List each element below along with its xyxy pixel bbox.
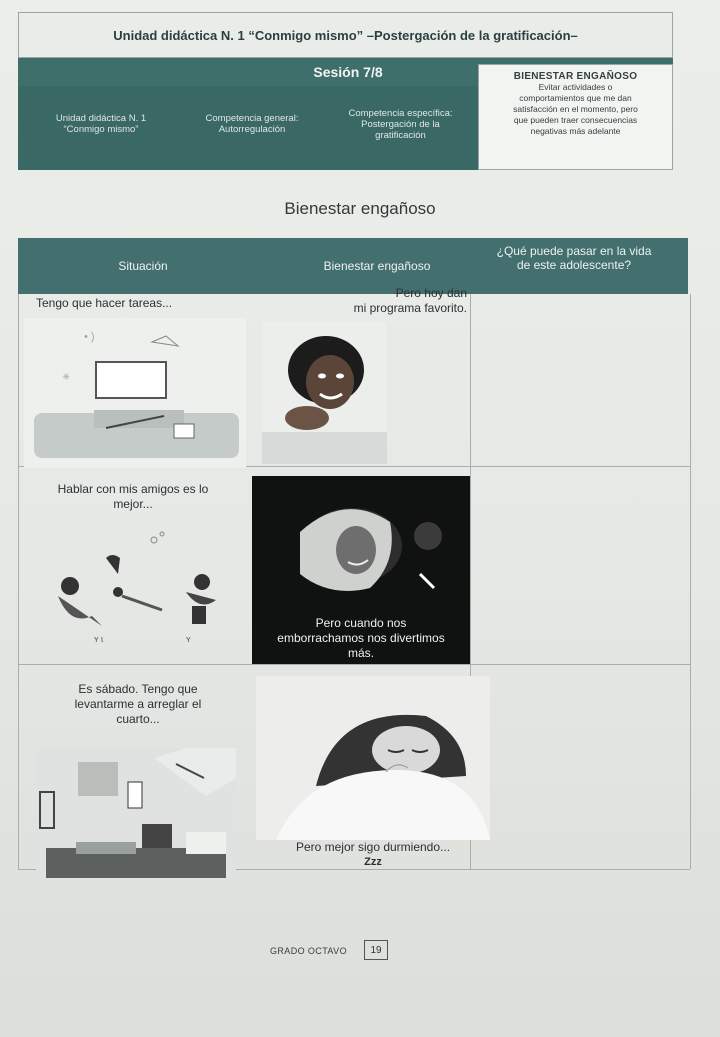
row2-situation [18,482,248,512]
row2-wellbeing-line: más. [347,645,374,660]
unit-cell [26,104,176,144]
general-competence-cell [178,104,326,144]
definition-title: BIENESTAR ENGAÑOSO [513,71,638,82]
row1-wellbeing-line: Pero hoy dan [395,286,467,300]
specific-competence-value-1: Postergación de la [361,118,440,130]
header-situation: Situación [118,259,168,273]
row2-wellbeing [252,612,470,664]
row2-situation-line: mejor... [113,497,153,511]
header-question-line: de este adolescente? [516,258,632,272]
specific-competence-value-2: gratificación [375,129,426,141]
definition-line: comportamientos que me dan [519,93,632,103]
definition-line: satisfacción en el momento, pero [513,104,638,114]
row2-situation-line: Hablar con mis amigos es lo [57,482,209,496]
header-question-line: ¿Qué puede pasar en la vida [496,244,652,258]
row3-wellbeing [256,840,490,870]
header-question [458,238,690,278]
homework-illustration [24,318,246,468]
specific-competence-label: Competencia específica: [348,107,453,119]
sleeping-photo [256,676,490,840]
svg-text:ʏ: ʏ [186,634,191,644]
row1-wellbeing-line: mi programa favorito. [353,301,467,315]
header-false-wellbeing: Bienestar engañoso [323,259,431,273]
row3-wellbeing-zzz: Zzz [364,856,382,868]
unit-subtitle: “Conmigo mismo” [63,124,139,135]
page-number: 19 [364,940,388,960]
row1-wellbeing [292,286,467,316]
specific-competence-cell [323,98,478,150]
unit-name: Unidad didáctica N. 1 [55,113,147,124]
grade-label: GRADO OCTAVO [270,946,347,956]
row3-situation-line: levantarme a arreglar el [74,697,202,711]
section-title: Bienestar engañoso [284,199,436,218]
friends-talking-illustration [36,526,246,656]
definition-box [478,64,673,170]
svg-text:• ): • ) [84,331,95,343]
table-border-right [690,294,691,869]
svg-text:✳: ✳ [62,372,71,383]
row2-wellbeing-line: emborrachamos nos divertimos [277,630,445,645]
definition-line: que pueden traer consecuencias [513,115,638,125]
row-divider [18,664,690,665]
row3-situation-line: Es sábado. Tengo que [78,682,198,696]
table-border-left [18,294,19,869]
row3-wellbeing-line: Pero mejor sigo durmiendo... [295,840,451,854]
row1-situation: Tengo que hacer tareas... [36,296,173,310]
general-competence-value: Autorregulación [218,124,286,135]
row3-situation-line: cuarto... [116,712,160,726]
definition-line: Evitar actividades o [538,82,613,92]
unit-title: Unidad didáctica N. 1 “Conmigo mismo” –Postergación de la gratificación– [18,12,673,58]
messy-room-illustration [36,748,236,884]
general-competence-label: Competencia general: [205,113,299,124]
session-label: Sesión 7/8 [313,64,383,80]
row3-situation [18,682,258,727]
definition-line: negativas más adelante [530,126,621,136]
svg-text:ʏ ɩ: ʏ ɩ [94,634,104,644]
row2-wellbeing-line: Pero cuando nos [315,615,407,630]
tv-watching-photo [262,322,387,464]
